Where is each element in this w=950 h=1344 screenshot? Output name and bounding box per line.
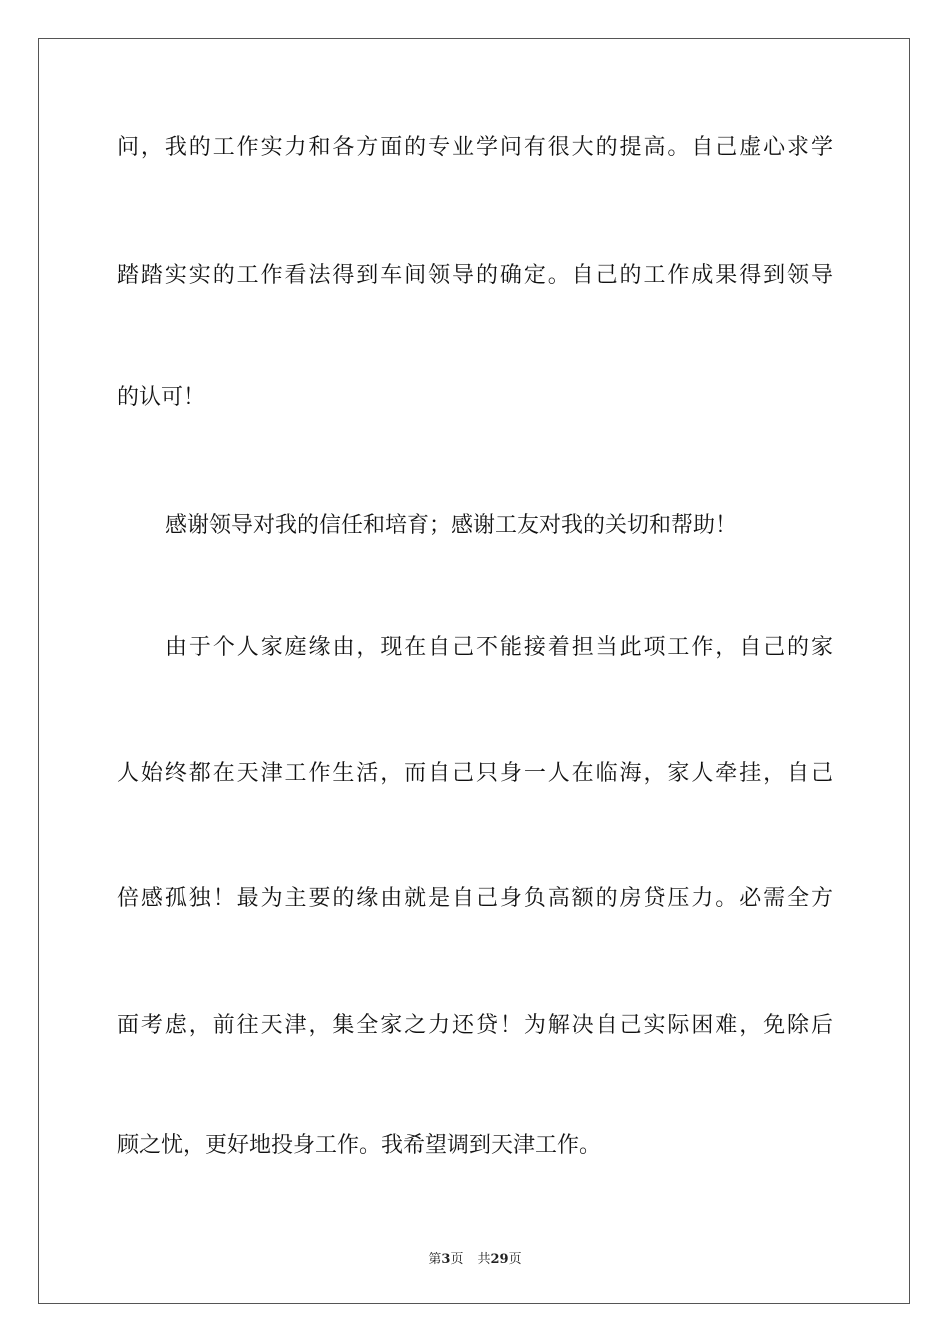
page-border [38,38,910,1304]
footer-page-current: 3 [441,1252,451,1267]
footer-page-suffix: 页 [450,1252,464,1267]
body-line-7: 倍感孤独！最为主要的缘由就是自己身负高额的房贷压力。必需全方 [117,886,833,911]
body-line-1: 问，我的工作实力和各方面的专业学问有很大的提高。自己虚心求学 [117,135,833,160]
body-line-3: 的认可！ [117,385,206,410]
body-line-6: 人始终都在天津工作生活，而自己只身一人在临海，家人牵挂，自己 [117,761,833,786]
footer-total-prefix: 共 [477,1252,491,1267]
page-footer [0,1248,950,1267]
body-line-5: 由于个人家庭缘由，现在自己不能接着担当此项工作，自己的家 [165,635,833,660]
body-line-4: 感谢领导对我的信任和培育；感谢工友对我的关切和帮助！ [165,513,738,538]
footer-page-total: 29 [490,1252,509,1267]
body-line-9: 顾之忧，更好地投身工作。我希望调到天津工作。 [117,1133,602,1158]
footer-total-suffix: 页 [508,1252,522,1267]
body-line-8: 面考虑，前往天津，集全家之力还贷！为解决自己实际困难，免除后 [117,1013,833,1038]
footer-page-prefix: 第 [428,1252,442,1267]
body-line-2: 踏踏实实的工作看法得到车间领导的确定。自己的工作成果得到领导 [117,263,833,288]
